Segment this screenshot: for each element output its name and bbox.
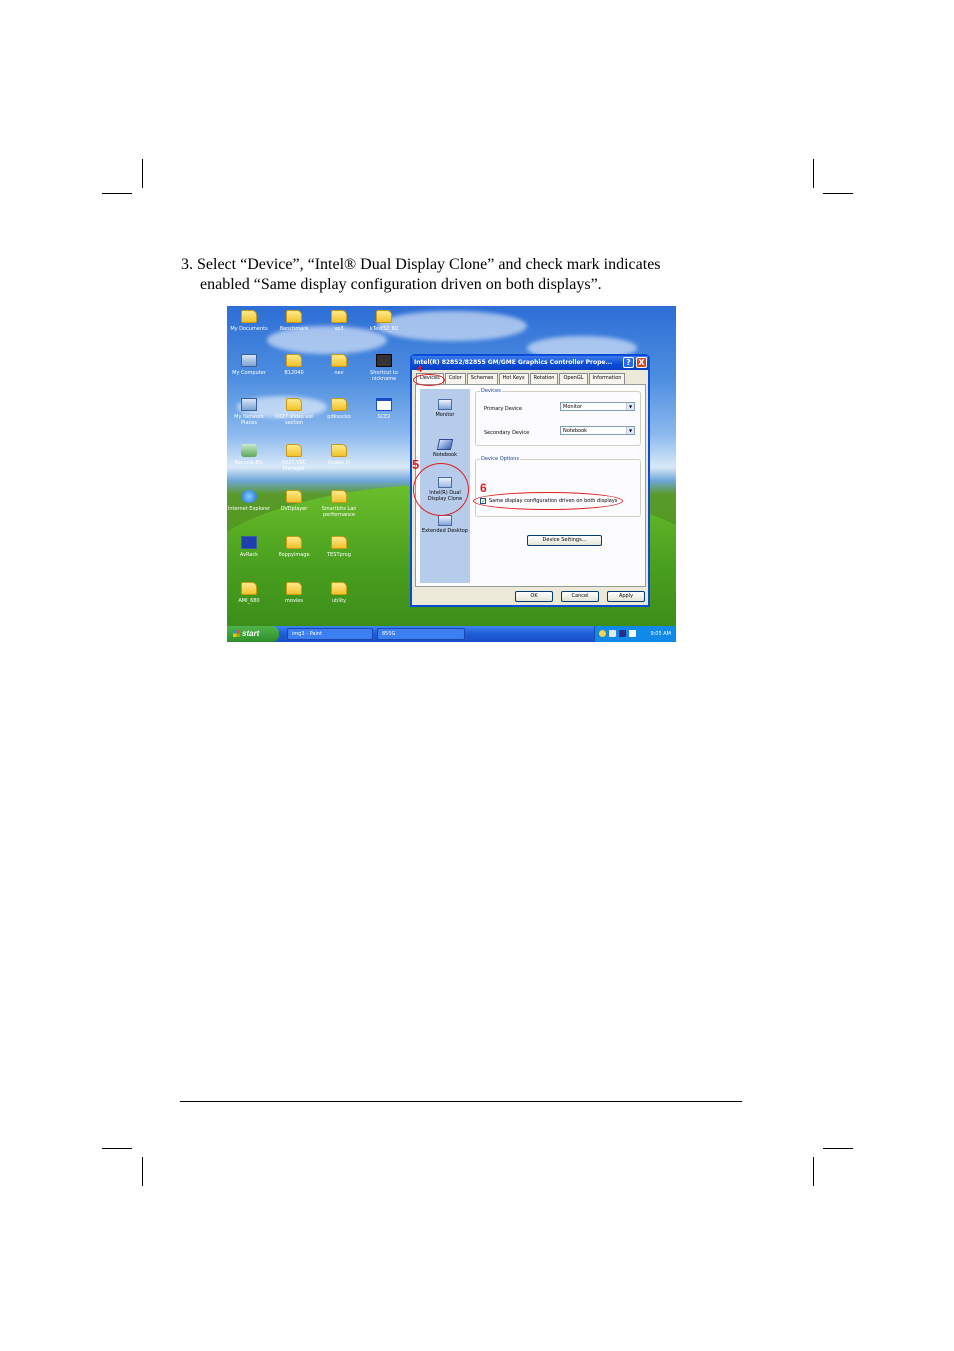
app-icon: [241, 536, 257, 549]
ok-button[interactable]: OK: [515, 591, 553, 602]
callout-ring-checkbox: [473, 492, 623, 510]
folder-icon: [241, 582, 257, 595]
folder-icon: [376, 310, 392, 323]
desktop-icon-floppyimage[interactable]: floppyimage: [272, 536, 316, 558]
cancel-button[interactable]: Cancel: [561, 591, 599, 602]
start-button[interactable]: start: [227, 626, 279, 642]
desktop-icon-avrack[interactable]: AvRack: [227, 536, 271, 558]
desktop-icon-my-computer[interactable]: My Computer: [227, 354, 271, 376]
desktop-icon-vbc-manager[interactable]: 0027 VBC Manager: [272, 444, 316, 472]
apply-button[interactable]: Apply: [607, 591, 645, 602]
extended-desktop-icon: [438, 515, 452, 526]
sidebar-item-extended-desktop[interactable]: Extended Desktop: [420, 515, 470, 534]
desktop-icon-quake[interactable]: Quake III: [317, 444, 361, 466]
instruction-line-1: 3. Select “Device”, “Intel® Dual Display Clone” and check mark indicates: [181, 256, 661, 273]
folder-icon: [331, 398, 347, 411]
devices-group-label: Devices: [481, 388, 501, 394]
crop-mark: [102, 193, 132, 194]
device-settings-button[interactable]: Device Settings...: [527, 535, 602, 546]
callout-number-4: 4: [417, 364, 423, 374]
desktop-icon-nev[interactable]: nev: [317, 354, 361, 376]
primary-device-select[interactable]: Monitor ▼: [560, 402, 635, 411]
folder-icon: [286, 354, 302, 367]
internet-explorer-icon: [241, 490, 257, 503]
desktop-icon-ktest[interactable]: kTest32_60: [362, 310, 406, 332]
secondary-device-label: Secondary Device: [484, 430, 530, 436]
folder-icon: [286, 310, 302, 323]
folder-icon: [331, 444, 347, 457]
same-config-label: Same display configuration driven on both displays: [489, 498, 618, 504]
instruction-line-2: enabled “Same display configuration driven on both displays”.: [200, 276, 602, 293]
tab-hot-keys[interactable]: Hot Keys: [499, 373, 529, 384]
desktop-icon-dvdplayer[interactable]: DVDplayer: [272, 490, 316, 512]
desktop-icon-benchmark[interactable]: Benchmark: [272, 310, 316, 332]
folder-icon: [286, 490, 302, 503]
sidebar-item-dual-display-clone[interactable]: Intel(R) Dual Display Clone: [420, 477, 470, 502]
desktop-icon-b12040[interactable]: B12040: [272, 354, 316, 376]
window-icon: [376, 398, 392, 411]
computer-icon: [241, 354, 257, 367]
folder-icon: [331, 354, 347, 367]
tray-icon: [609, 630, 616, 637]
devices-group: [475, 388, 641, 446]
tab-opengl[interactable]: OpenGL: [559, 373, 587, 384]
tab-color[interactable]: Color: [445, 373, 466, 384]
notebook-icon: [437, 439, 453, 450]
tab-strip: [416, 373, 646, 384]
crop-mark: [813, 159, 814, 188]
instruction-text: [181, 255, 741, 295]
chevron-down-icon: ▼: [626, 427, 634, 434]
clapper-icon: [376, 354, 392, 367]
system-tray: [594, 626, 676, 642]
same-config-checkbox[interactable]: ✓: [481, 498, 487, 505]
sidebar-item-notebook[interactable]: Notebook: [420, 439, 470, 458]
close-button[interactable]: X: [636, 357, 647, 368]
primary-device-label: Primary Device: [484, 406, 523, 412]
tab-schemes[interactable]: Schemes: [467, 373, 498, 384]
screenshot-figure: [227, 306, 676, 642]
callout-ring-devices-tab: [413, 374, 445, 386]
crop-mark: [823, 1148, 853, 1149]
tray-icon: [619, 630, 626, 637]
device-options-label: Device Options: [481, 456, 519, 462]
callout-ring-dual-display: [413, 463, 469, 516]
folder-icon: [286, 536, 302, 549]
desktop-icon-ami[interactable]: AMI_680: [227, 582, 271, 604]
tray-icon: [599, 630, 606, 637]
desktop-icon-pdksocko[interactable]: pdksocko: [317, 398, 361, 420]
footer-rule: [180, 1101, 742, 1102]
folder-icon: [331, 310, 347, 323]
folder-icon: [286, 398, 302, 411]
recycle-bin-icon: [241, 444, 257, 457]
sidebar-item-monitor[interactable]: Monitor: [420, 399, 470, 418]
taskbar: [227, 626, 676, 642]
desktop-icon-network-places[interactable]: My Network Places: [227, 398, 271, 426]
desktop-icon-sce2[interactable]: SCE2: [362, 398, 406, 420]
windows-logo-icon: [233, 630, 240, 637]
monitor-icon: [438, 399, 452, 410]
crop-mark: [813, 1157, 814, 1186]
folder-icon: [331, 490, 347, 503]
desktop-icon-my-documents[interactable]: My Documents: [227, 310, 271, 332]
desktop-icon-slides[interactable]: 0027 slides vol section: [272, 398, 316, 426]
tray-icon: [629, 630, 636, 637]
tab-rotation[interactable]: Rotation: [530, 373, 559, 384]
secondary-device-select[interactable]: Notebook ▼: [560, 426, 635, 435]
crop-mark: [102, 1148, 132, 1149]
desktop-icon-internet-explorer[interactable]: Internet Explorer: [227, 490, 271, 512]
callout-number-5: 5: [412, 457, 420, 472]
desktop-icon-movies[interactable]: movies: [272, 582, 316, 604]
taskbar-item-855g[interactable]: 855G: [377, 628, 465, 640]
desktop-icon-vp3[interactable]: vp3: [317, 310, 361, 332]
crop-mark: [823, 193, 853, 194]
desktop-icon-recycle-bin[interactable]: Recycle Bin: [227, 444, 271, 466]
desktop-icon-testprog[interactable]: TESTprog: [317, 536, 361, 558]
desktop-icon-utility[interactable]: utility: [317, 582, 361, 604]
chevron-down-icon: ▼: [626, 403, 634, 410]
desktop-icon-shortcut[interactable]: Shortcut to nickname: [362, 354, 406, 382]
tab-devices[interactable]: Devices: [416, 373, 444, 384]
folder-icon: [331, 536, 347, 549]
folder-icon: [331, 582, 347, 595]
crop-mark: [142, 159, 143, 188]
folder-icon: [241, 310, 257, 323]
network-icon: [241, 398, 257, 411]
callout-number-6: 6: [480, 481, 487, 495]
taskbar-item-paint[interactable]: img3 - Paint: [287, 628, 373, 640]
tab-information[interactable]: Information: [589, 373, 626, 384]
crop-mark: [142, 1157, 143, 1186]
clock: 9:05 AM: [650, 631, 671, 637]
desktop-icon-smartbits[interactable]: Smartbits Lan performance: [317, 490, 361, 518]
folder-icon: [286, 444, 302, 457]
help-button[interactable]: ?: [623, 357, 634, 368]
dialog-title: Intel(R) 82852/82855 GM/GME Graphics Controller Prope...: [412, 356, 648, 370]
folder-icon: [286, 582, 302, 595]
